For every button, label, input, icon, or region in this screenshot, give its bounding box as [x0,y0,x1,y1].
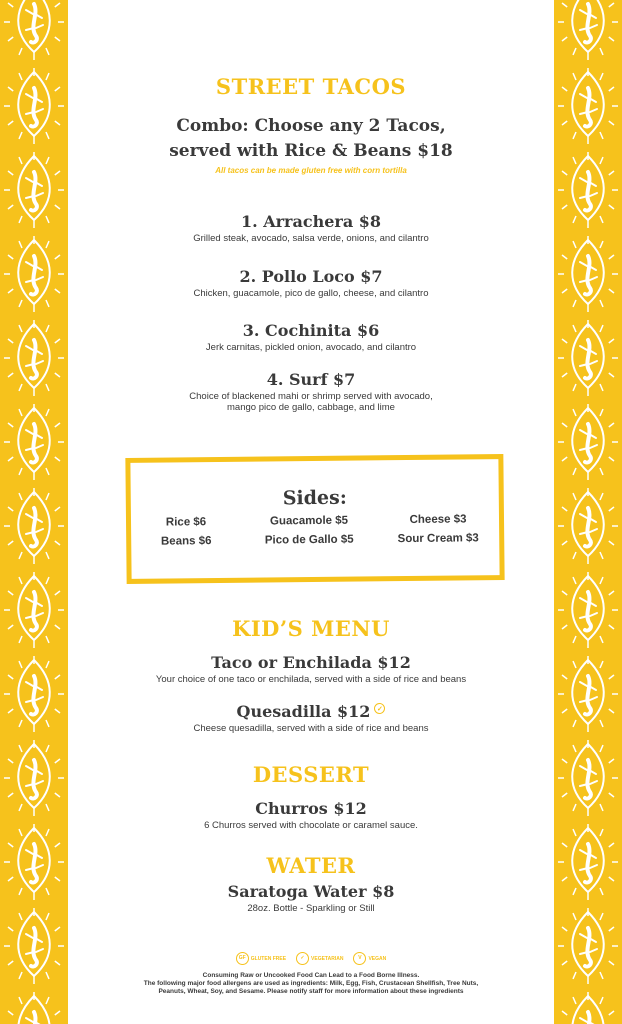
item-description: 28oz. Bottle - Sparkling or Still [247,903,375,914]
legend-vegetarian [296,952,343,965]
menu-item-quesadilla [68,702,554,734]
side-item: Pico de Gallo $5 [264,533,354,547]
combo-line-1: Combo: Choose any 2 Tacos, [176,116,446,136]
menu-item-arrachera [68,212,554,244]
item-description: Chicken, guacamole, pico de gallo, cheese, and cilantro [193,288,429,299]
disclaimer-line-2: The following major food allergens are used as ingredients: Milk, Egg, Fish, Crustacean Shellfish, Tree Nuts, [143,980,479,987]
menu-item-saratoga-water [68,882,554,914]
legend-vegan [353,952,386,965]
sides-grid [131,513,499,548]
item-description-line-2: mango pico de gallo, cabbage, and lime [227,402,395,413]
allergen-disclaimer [68,972,554,996]
item-name: Churros $12 [255,799,367,818]
item-name: 2. Pollo Loco $7 [239,267,383,286]
legend-label: VEGETARIAN [311,955,344,962]
street-tacos-title: STREET TACOS [215,74,407,99]
right-decorative-border [554,0,622,1024]
combo-line-2: served with Rice & Beans $18 [169,141,453,161]
dessert-title: DESSERT [252,762,370,787]
item-description-line-1: Choice of blackened mahi or shrimp served with avocado, [189,391,433,402]
legend-label: GLUTEN FREE [250,955,287,962]
water-title: WATER [266,853,356,878]
combo-offer [68,114,554,164]
side-item: Cheese $3 [409,513,467,527]
side-item: Guacamole $5 [269,514,349,528]
legend-label: VEGAN [368,955,387,962]
item-name: 3. Cochinita $6 [242,321,380,340]
left-decorative-border [0,0,68,1024]
side-item: Rice $6 [165,516,207,529]
menu-item-churros [68,799,554,831]
item-name-row [68,702,554,722]
vegetarian-icon: ✓ [296,952,309,965]
menu-item-pollo-loco [68,267,554,299]
item-description: Jerk carnitas, pickled onion, avocado, and cilantro [205,342,417,353]
vegan-icon: V [353,952,366,965]
sides-title: Sides: [282,486,347,510]
item-description: 6 Churros served with chocolate or caramel sauce. [204,820,418,831]
disclaimer-line-3: Peanuts, Wheat, Soy, and Sesame. Please notify staff for more information about these ingredients [158,988,464,995]
menu-item-taco-or-enchilada [68,653,554,685]
item-name: 1. Arrachera $8 [240,212,382,231]
side-item: Beans $6 [160,535,212,548]
border-pattern-icon [554,0,622,1024]
dietary-legend [68,952,554,965]
item-name: Saratoga Water $8 [227,882,395,901]
item-description: Grilled steak, avocado, salsa verde, onions, and cilantro [193,233,429,244]
menu-item-cochinita [68,321,554,353]
gluten-free-note: All tacos can be made gluten free with corn tortilla [215,166,407,175]
item-name: Taco or Enchilada $12 [211,653,411,672]
item-description: Your choice of one taco or enchilada, served with a side of rice and beans [155,674,467,685]
side-item: Sour Cream $3 [397,532,479,546]
disclaimer-line-1: Consuming Raw or Uncooked Food Can Lead to a Food Borne Illness. [202,972,420,979]
item-name: Quesadilla $12 [236,702,371,721]
gluten-free-icon: GF [236,952,249,965]
item-name: 4. Surf $7 [266,370,356,389]
item-description: Cheese quesadilla, served with a side of rice and beans [193,723,429,734]
legend-gluten-free [236,952,286,965]
kids-menu-title: KID’S MENU [232,616,390,641]
vegetarian-icon: ✓ [374,703,385,714]
menu-item-surf [68,370,554,413]
border-pattern-icon [0,0,68,1024]
sides-box [125,454,504,584]
menu-page [68,0,554,1024]
